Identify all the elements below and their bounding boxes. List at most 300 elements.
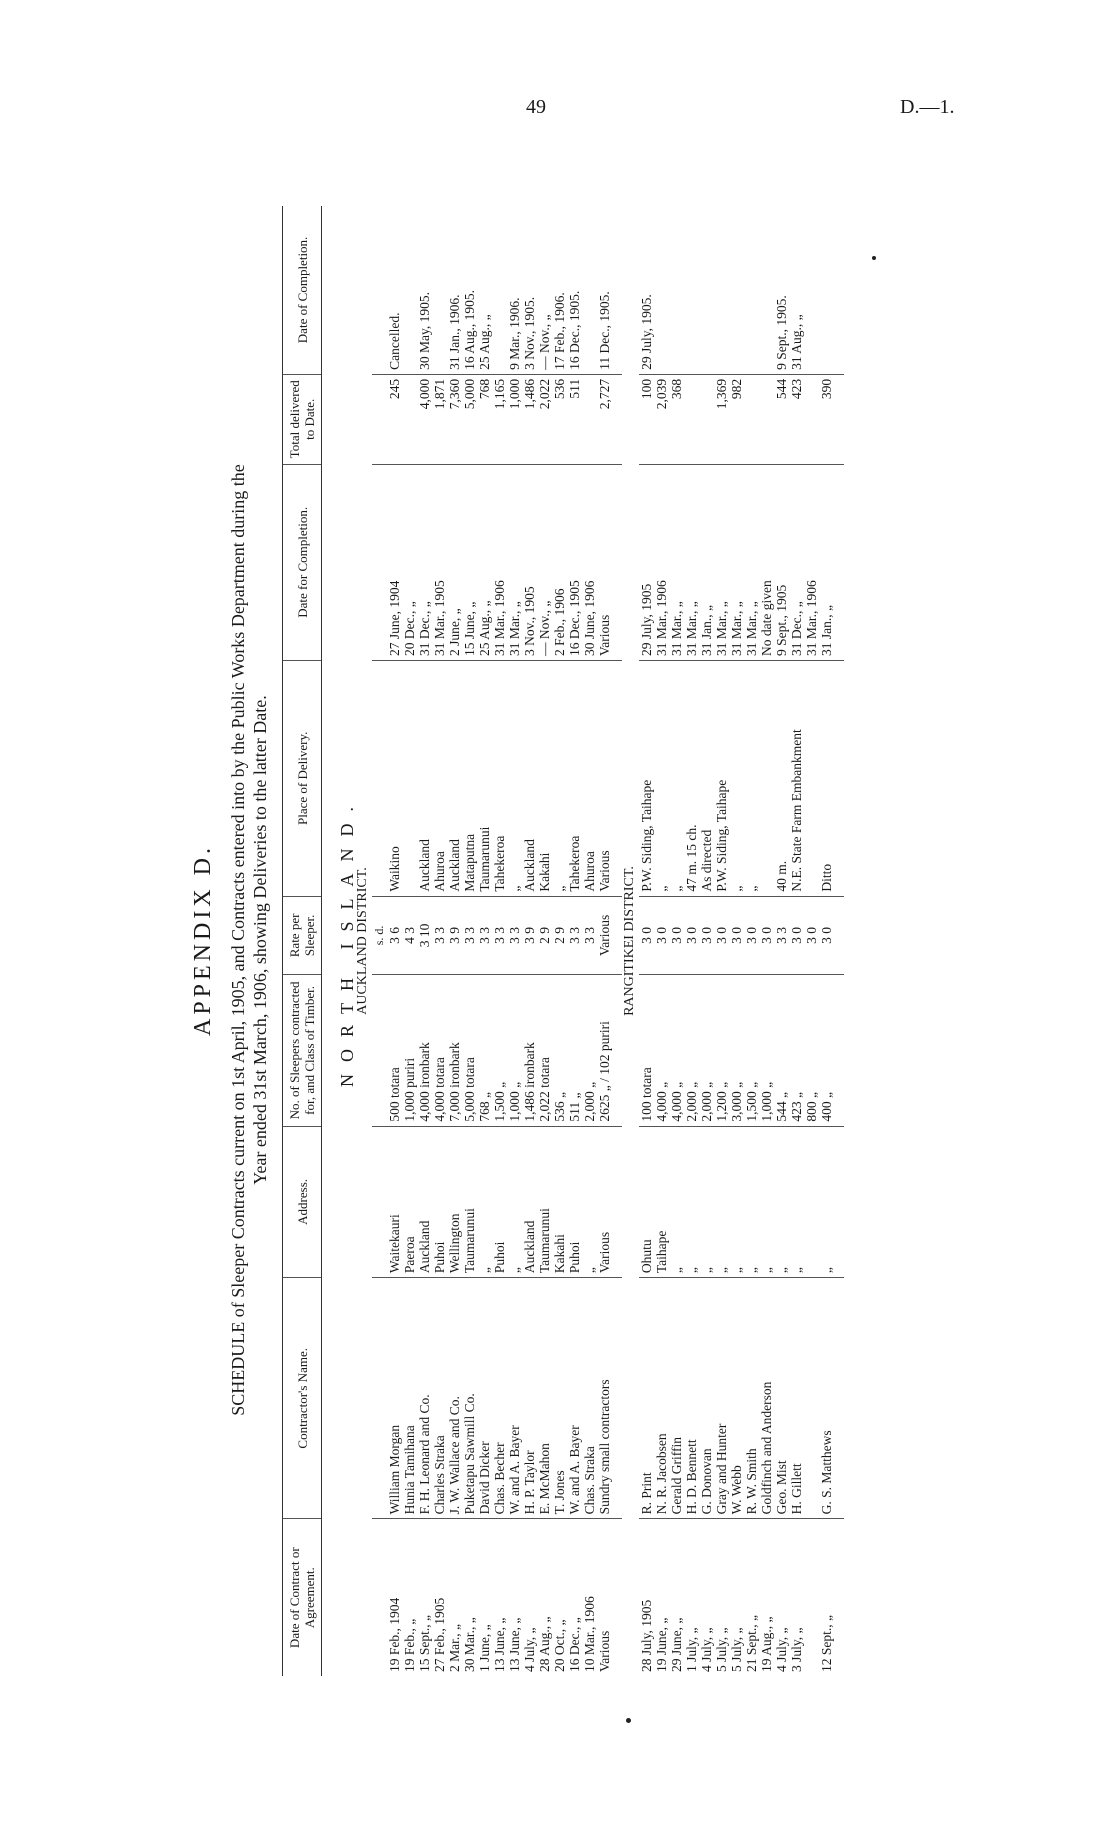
- section-spacer: [834, 206, 844, 1676]
- cell-address: Puhoi: [432, 1126, 447, 1277]
- cell-address: Auckland: [417, 1126, 432, 1277]
- cell-completion: 31 Mar., „: [507, 464, 522, 660]
- island-heading: NORTH ISLAND.: [337, 795, 357, 1087]
- cell-date: 4 July, „: [774, 1627, 789, 1672]
- cell-rate: 3 0: [654, 896, 669, 975]
- cell-date: 1 June, „: [477, 1624, 492, 1672]
- cell-name: Geo. Mist: [774, 1278, 789, 1519]
- cell-rate: 3 0: [684, 896, 699, 975]
- cell-rate: 3 3: [774, 896, 789, 975]
- cell-sleepers: 100 totara: [639, 975, 654, 1126]
- cell-completion: Various: [597, 464, 612, 660]
- cell-completed: 9 Mar., 1906.: [507, 206, 522, 374]
- cell-delivered: 768: [477, 374, 492, 464]
- cell-place: Kakahi: [537, 661, 552, 897]
- cell-sleepers: 2,000 „: [699, 975, 714, 1126]
- cell-rate: 3 3: [477, 896, 492, 975]
- cell-date: 16 Dec., „: [567, 1617, 582, 1672]
- column-header-date-of-contract: Date of Contract or Agreement.: [283, 1519, 322, 1676]
- cell-delivered: 1,165: [492, 374, 507, 464]
- cell-completion: 2 Feb., 1906: [552, 464, 567, 660]
- appendix-heading: APPENDIX D.: [190, 844, 216, 1037]
- cell-delivered: 2,022: [537, 374, 552, 464]
- cell-delivered: 423: [789, 374, 804, 464]
- cell-address: Ohutu: [639, 1126, 654, 1277]
- cell-date: [804, 1519, 819, 1676]
- spacer-cell: [372, 206, 387, 374]
- cell-sleepers: 3,000 „: [729, 975, 744, 1126]
- cell-address: „: [744, 1126, 759, 1277]
- cell-place: Tahekeroa: [492, 661, 507, 897]
- cell-delivered: 390: [819, 374, 834, 464]
- table-row: [582, 206, 597, 1676]
- cell-date: 28 July, 1905: [639, 1599, 654, 1672]
- cell-address: Taumarunui: [462, 1126, 477, 1277]
- cell-name: Gerald Griffin: [669, 1278, 684, 1519]
- cell-delivered: 4,000: [417, 374, 432, 464]
- cell-sleepers: 5,000 totara: [462, 975, 477, 1126]
- cell-completed: 25 Aug., „: [477, 206, 492, 374]
- cell-sleepers: 1,000 puriri: [402, 975, 417, 1126]
- cell-place: Ahuroa: [582, 661, 597, 897]
- section-spacer: [612, 206, 622, 1676]
- cell-completion: 31 Mar., 1906: [804, 464, 819, 660]
- cell-delivered: [804, 374, 819, 464]
- column-header-date-for-completion: Date for Completion.: [283, 464, 322, 660]
- schedule-title-line-1: SCHEDULE of Sleeper Contracts current on 1st April, 1905, and Contracts entered into by the Public Works Department during the: [228, 464, 248, 1416]
- cell-date: 19 Aug., „: [759, 1616, 774, 1672]
- table-row: [402, 206, 417, 1676]
- cell-sleepers: 1,486 ironbark: [522, 975, 537, 1126]
- cell-name: William Morgan: [387, 1278, 402, 1519]
- cell-completion: 15 June, „: [462, 464, 477, 660]
- cell-completed: [744, 206, 759, 374]
- cell-completed: [699, 206, 714, 374]
- cell-delivered: 1,369: [714, 374, 729, 464]
- cell-completed: 31 Jan., 1906.: [447, 206, 462, 374]
- cell-address: Waitekauri: [387, 1126, 402, 1277]
- spacer-cell: [372, 1519, 387, 1676]
- cell-completion: No date given: [759, 464, 774, 660]
- cell-completed: 11 Dec., 1905.: [597, 206, 612, 374]
- cell-name: R. W. Smith: [744, 1278, 759, 1519]
- cell-completed: 16 Dec., 1905.: [567, 206, 582, 374]
- cell-delivered: 245: [387, 374, 402, 464]
- cell-name: Hunia Tamihana: [402, 1278, 417, 1519]
- table-row: [804, 206, 819, 1676]
- cell-place: [804, 661, 819, 897]
- cell-rate: 3 0: [804, 896, 819, 975]
- cell-date: 5 July, „: [729, 1627, 744, 1672]
- cell-place: „: [654, 661, 669, 897]
- cell-place: Ditto: [819, 661, 834, 897]
- cell-completion: — Nov., „: [537, 464, 552, 660]
- cell-name: E. McMahon: [537, 1278, 552, 1519]
- cell-completed: [432, 206, 447, 374]
- cell-date: 30 Mar., „: [462, 1617, 477, 1672]
- cell-rate: 3 0: [639, 896, 654, 975]
- cell-address: „: [789, 1126, 804, 1277]
- cell-date: 20 Oct., „: [552, 1619, 567, 1672]
- cell-date: 19 Feb., „: [402, 1618, 417, 1672]
- cell-address: Puhoi: [567, 1126, 582, 1277]
- column-header-row: [283, 206, 322, 1676]
- cell-sleepers: 7,000 ironbark: [447, 975, 462, 1126]
- cell-completion: 31 Mar., „: [669, 464, 684, 660]
- cell-sleepers: 4,000 „: [654, 975, 669, 1126]
- cell-name: N. R. Jacobsen: [654, 1278, 669, 1519]
- cell-completed: [714, 206, 729, 374]
- spacer-cell: [372, 464, 387, 660]
- cell-rate: 2 9: [552, 896, 567, 975]
- cell-completion: 9 Sept., 1905: [774, 464, 789, 660]
- cell-name: J. W. Wallace and Co.: [447, 1278, 462, 1519]
- cell-sleepers: 4,000 totara: [432, 975, 447, 1126]
- cell-delivered: 544: [774, 374, 789, 464]
- cell-address: „: [699, 1126, 714, 1277]
- cell-rate: 3 3: [567, 896, 582, 975]
- cell-name: H. Gillett: [789, 1278, 804, 1519]
- cell-place: Auckland: [417, 661, 432, 897]
- cell-delivered: 2,039: [654, 374, 669, 464]
- table-row: [684, 206, 699, 1676]
- cell-delivered: 982: [729, 374, 744, 464]
- cell-name: W. and A. Bayer: [567, 1278, 582, 1519]
- cell-completed: [402, 206, 417, 374]
- cell-date: 19 Feb., 1904: [387, 1597, 402, 1672]
- spacer-cell: [834, 464, 844, 660]
- cell-place: 47 m. 15 ch.: [684, 661, 699, 897]
- cell-rate: 3 10: [417, 896, 432, 975]
- cell-completion: 31 Mar., 1906: [492, 464, 507, 660]
- cell-sleepers: 500 totara: [387, 975, 402, 1126]
- cell-sleepers: 2625 „ / 102 puriri: [597, 975, 612, 1126]
- cell-name: Sundry small contractors: [597, 1278, 612, 1519]
- cell-date: 28 Aug., „: [537, 1616, 552, 1672]
- cell-completed: [804, 206, 819, 374]
- spacer-cell: [834, 1519, 844, 1676]
- column-header-rate-per-sleeper: Rate per Sleeper.: [283, 896, 322, 975]
- cell-address: „: [774, 1126, 789, 1277]
- cell-completed: 16 Aug., 1905.: [462, 206, 477, 374]
- table-row: [729, 206, 744, 1676]
- cell-place: „: [669, 661, 684, 897]
- cell-completed: Cancelled.: [387, 206, 402, 374]
- cell-sleepers: 536 „: [552, 975, 567, 1126]
- cell-address: Various: [597, 1126, 612, 1277]
- cell-name: Puketapu Sawmill Co.: [462, 1278, 477, 1519]
- cell-name: H. P. Taylor: [522, 1278, 537, 1519]
- table-row: [507, 206, 522, 1676]
- cell-place: Various: [597, 661, 612, 897]
- table-row: [789, 206, 804, 1676]
- cell-completion: 31 Jan., „: [819, 464, 834, 660]
- cell-address: Wellington: [447, 1126, 462, 1277]
- cell-delivered: 100: [639, 374, 654, 464]
- cell-sleepers: 1,500 „: [744, 975, 759, 1126]
- cell-rate: 3 3: [507, 896, 522, 975]
- cell-name: R. Print: [639, 1278, 654, 1519]
- cell-completion: 30 June, 1906: [582, 464, 597, 660]
- cell-rate: 3 0: [699, 896, 714, 975]
- table-row: [432, 206, 447, 1676]
- cell-place: [402, 661, 417, 897]
- cell-completion: 31 Mar., „: [684, 464, 699, 660]
- margin-dot: [872, 256, 876, 260]
- cell-delivered: 7,360: [447, 374, 462, 464]
- spacer-cell: [612, 896, 622, 975]
- cell-address: „: [759, 1126, 774, 1277]
- spacer-cell: [612, 374, 622, 464]
- cell-date: 1 July, „: [684, 1627, 699, 1672]
- cell-completed: [492, 206, 507, 374]
- cell-sleepers: 400 „: [819, 975, 834, 1126]
- cell-place: Waikino: [387, 661, 402, 897]
- cell-completed: [654, 206, 669, 374]
- schedule-title-line-2: Year ended 31st March, 1906, showing Deliveries to the latter Date.: [250, 695, 270, 1185]
- page-number: 49: [526, 96, 546, 118]
- cell-date: 4 July, „: [699, 1627, 714, 1672]
- cell-completion: 31 Dec., „: [789, 464, 804, 660]
- cell-address: Kakahi: [552, 1126, 567, 1277]
- cell-date: 12 Sept., „: [819, 1615, 834, 1672]
- table-row: [819, 206, 834, 1676]
- cell-sleepers: 1,200 „: [714, 975, 729, 1126]
- cell-place: [759, 661, 774, 897]
- spacer-cell: [612, 464, 622, 660]
- column-header-total-delivered: Total delivered to Date.: [283, 374, 322, 464]
- table-row: [669, 206, 684, 1676]
- cell-completed: [684, 206, 699, 374]
- rate-units-row: [372, 206, 387, 1676]
- cell-date: 4 July, „: [522, 1627, 537, 1672]
- table-row: [552, 206, 567, 1676]
- cell-sleepers: 1,500 „: [492, 975, 507, 1126]
- column-header-address: Address.: [283, 1126, 322, 1277]
- cell-rate: 3 0: [819, 896, 834, 975]
- cell-name: G. Donovan: [699, 1278, 714, 1519]
- cell-rate: 4 3: [402, 896, 417, 975]
- cell-delivered: [582, 374, 597, 464]
- table-row: [492, 206, 507, 1676]
- district-heading-row: [355, 206, 372, 1676]
- cell-name: T. Jones: [552, 1278, 567, 1519]
- cell-place: Auckland: [522, 661, 537, 897]
- cell-completion: 20 Dec., „: [402, 464, 417, 660]
- cell-name: Goldfinch and Anderson: [759, 1278, 774, 1519]
- cell-sleepers: 423 „: [789, 975, 804, 1126]
- cell-delivered: [759, 374, 774, 464]
- cell-delivered: 2,727: [597, 374, 612, 464]
- spacer-cell: [372, 975, 387, 1126]
- cell-completion: 31 Mar., „: [714, 464, 729, 660]
- cell-delivered: [402, 374, 417, 464]
- cell-date: 19 June, „: [654, 1617, 669, 1672]
- cell-rate: 3 9: [447, 896, 462, 975]
- cell-name: W. Webb: [729, 1278, 744, 1519]
- cell-delivered: 1,000: [507, 374, 522, 464]
- cell-address: Paeroa: [402, 1126, 417, 1277]
- cell-address: „: [714, 1126, 729, 1277]
- cell-rate: 3 0: [714, 896, 729, 975]
- table-row: [537, 206, 552, 1676]
- cell-place: „: [744, 661, 759, 897]
- table-row: [417, 206, 432, 1676]
- cell-name: David Dicker: [477, 1278, 492, 1519]
- table-row: [522, 206, 537, 1676]
- column-header-place-of-delivery: Place of Delivery.: [283, 661, 322, 897]
- cell-delivered: 1,486: [522, 374, 537, 464]
- cell-completion: 16 Dec., 1905: [567, 464, 582, 660]
- table-row: [654, 206, 669, 1676]
- cell-date: 27 Feb., 1905: [432, 1597, 447, 1672]
- cell-address: Taihape: [654, 1126, 669, 1277]
- spacer-cell: [834, 1126, 844, 1277]
- table-row: [387, 206, 402, 1676]
- cell-completed: — Nov., „: [537, 206, 552, 374]
- cell-address: „: [477, 1126, 492, 1277]
- cell-address: Auckland: [522, 1126, 537, 1277]
- spacer-cell: [372, 1278, 387, 1519]
- cell-completion: 31 Dec., „: [417, 464, 432, 660]
- cell-sleepers: 1,000 „: [759, 975, 774, 1126]
- cell-completion: 27 June, 1904: [387, 464, 402, 660]
- cell-delivered: 5,000: [462, 374, 477, 464]
- cell-delivered: [699, 374, 714, 464]
- cell-place: Taumarunui: [477, 661, 492, 897]
- cell-completion: 29 July, 1905: [639, 464, 654, 660]
- cell-sleepers: 4,000 ironbark: [417, 975, 432, 1126]
- cell-completion: 31 Mar., „: [744, 464, 759, 660]
- cell-sleepers: 4,000 „: [669, 975, 684, 1126]
- cell-completed: [582, 206, 597, 374]
- spacer-cell: [612, 1519, 622, 1676]
- cell-sleepers: 511 „: [567, 975, 582, 1126]
- margin-dot: [626, 1718, 631, 1723]
- cell-completed: [729, 206, 744, 374]
- cell-address: „: [819, 1126, 834, 1277]
- cell-place: As directed: [699, 661, 714, 897]
- cell-place: Mataputna: [462, 661, 477, 897]
- cell-sleepers: 544 „: [774, 975, 789, 1126]
- cell-completed: 17 Feb., 1906.: [552, 206, 567, 374]
- table-row: [699, 206, 714, 1676]
- cell-address: „: [729, 1126, 744, 1277]
- table-body: [322, 206, 845, 1676]
- cell-rate: 3 6: [387, 896, 402, 975]
- table-row: [477, 206, 492, 1676]
- cell-delivered: [684, 374, 699, 464]
- spacer-cell: [612, 206, 622, 374]
- cell-rate: Various: [597, 896, 612, 975]
- spacer-cell: [834, 896, 844, 975]
- cell-delivered: 1,871: [432, 374, 447, 464]
- cell-rate: 3 0: [744, 896, 759, 975]
- cell-completed: 3 Nov., 1905.: [522, 206, 537, 374]
- cell-date: 2 Mar., „: [447, 1624, 462, 1672]
- cell-rate: 2 9: [537, 896, 552, 975]
- cell-completed: 29 July, 1905.: [639, 206, 654, 374]
- cell-address: „: [684, 1126, 699, 1277]
- cell-delivered: 536: [552, 374, 567, 464]
- column-header-date-of-completion: Date of Completion.: [283, 206, 322, 374]
- cell-address: „: [669, 1126, 684, 1277]
- cell-completed: [819, 206, 834, 374]
- cell-rate: 3 0: [789, 896, 804, 975]
- cell-completion: 31 Mar., 1905: [432, 464, 447, 660]
- spacer-cell: [612, 1278, 622, 1519]
- cell-delivered: [744, 374, 759, 464]
- table-row: [714, 206, 729, 1676]
- cell-name: F. H. Leonard and Co.: [417, 1278, 432, 1519]
- cell-address: [804, 1126, 819, 1277]
- cell-completed: 9 Sept., 1905.: [774, 206, 789, 374]
- table-row: [462, 206, 477, 1676]
- spacer-cell: [372, 661, 387, 897]
- cell-completed: [759, 206, 774, 374]
- cell-rate: 3 3: [582, 896, 597, 975]
- cell-rate: 3 3: [492, 896, 507, 975]
- cell-completion: 2 June, „: [447, 464, 462, 660]
- cell-place: „: [729, 661, 744, 897]
- rotated-schedule-page: [190, 180, 1050, 1700]
- cell-place: P.W. Siding, Taihape: [714, 661, 729, 897]
- cell-place: Ahuroa: [432, 661, 447, 897]
- table-row: [567, 206, 582, 1676]
- cell-completion: 25 Aug., „: [477, 464, 492, 660]
- cell-name: H. D. Bennett: [684, 1278, 699, 1519]
- cell-name: Chas. Straka: [582, 1278, 597, 1519]
- spacer-cell: [834, 206, 844, 374]
- cell-place: „: [507, 661, 522, 897]
- cell-place: Auckland: [447, 661, 462, 897]
- cell-place: „: [552, 661, 567, 897]
- cell-sleepers: 2,022 totara: [537, 975, 552, 1126]
- cell-rate: 3 0: [669, 896, 684, 975]
- cell-rate: 3 9: [522, 896, 537, 975]
- spacer-cell: [834, 975, 844, 1126]
- document-reference: D.—1.: [900, 96, 955, 118]
- cell-sleepers: 2,000 „: [684, 975, 699, 1126]
- column-header-contractor-name: Contractor's Name.: [283, 1278, 322, 1519]
- cell-place: 40 m.: [774, 661, 789, 897]
- cell-address: „: [507, 1126, 522, 1277]
- island-heading-row: [322, 206, 356, 1676]
- spacer-cell: [372, 374, 387, 464]
- cell-date: 13 June, „: [507, 1617, 522, 1672]
- sleeper-contracts-table: [282, 206, 844, 1676]
- spacer-cell: [612, 661, 622, 897]
- cell-sleepers: 1,000 „: [507, 975, 522, 1126]
- cell-sleepers: 800 „: [804, 975, 819, 1126]
- cell-name: G. S. Matthews: [819, 1278, 834, 1519]
- cell-name: W. and A. Bayer: [507, 1278, 522, 1519]
- cell-completion: 31 Mar., 1906: [654, 464, 669, 660]
- cell-rate: 3 3: [432, 896, 447, 975]
- cell-date: 29 June, „: [669, 1617, 684, 1672]
- cell-delivered: 511: [567, 374, 582, 464]
- cell-rate: 3 0: [729, 896, 744, 975]
- cell-name: [804, 1278, 819, 1519]
- spacer-cell: [834, 1278, 844, 1519]
- rate-units: s. d.: [372, 896, 387, 975]
- cell-date: 15 Sept., „: [417, 1615, 432, 1672]
- cell-rate: 3 3: [462, 896, 477, 975]
- cell-name: Charles Straka: [432, 1278, 447, 1519]
- spacer-cell: [834, 661, 844, 897]
- cell-completed: 31 Aug., „: [789, 206, 804, 374]
- spacer-cell: [372, 1126, 387, 1277]
